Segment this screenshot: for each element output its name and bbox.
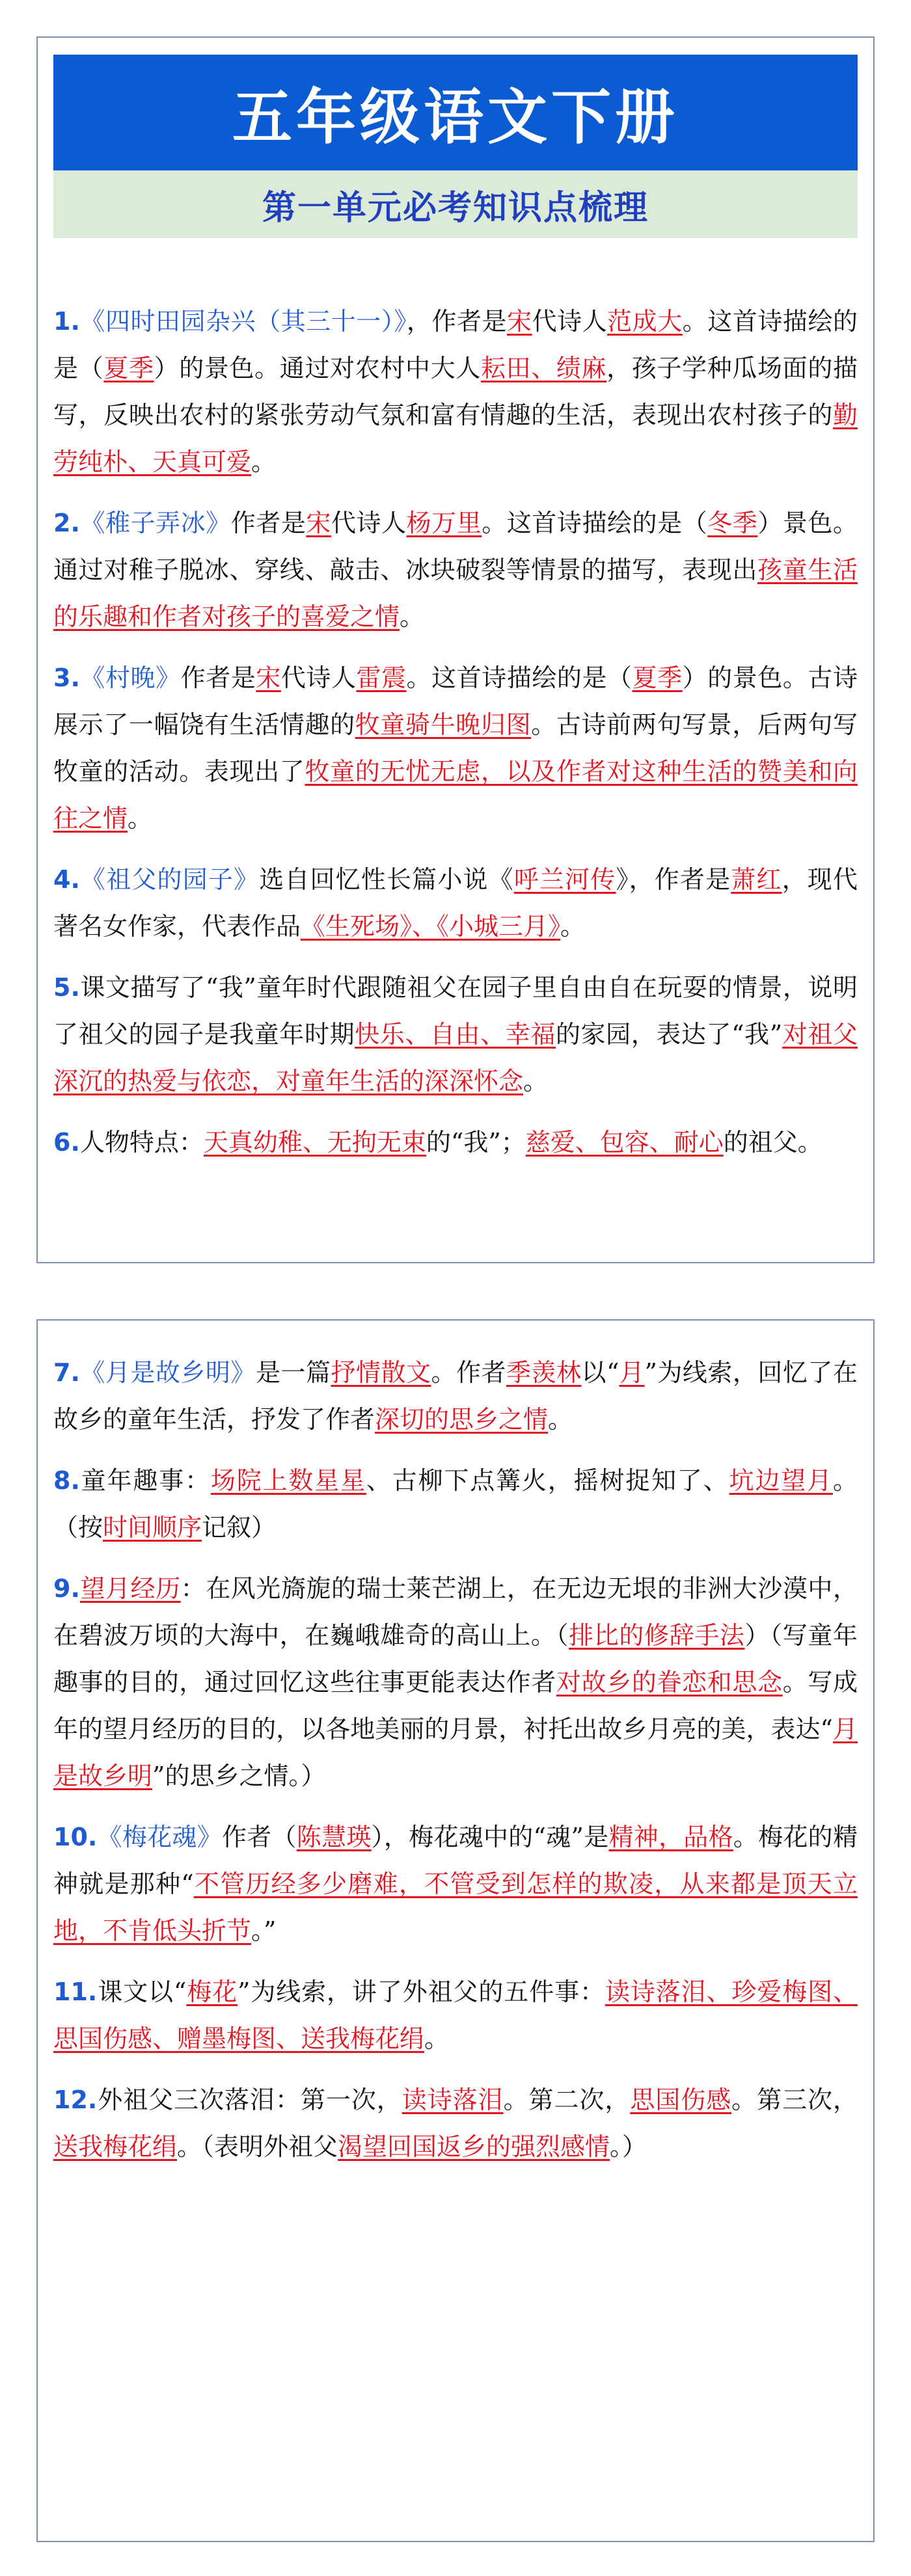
item-text: 代诗人	[331, 509, 407, 537]
item-text: ，孩子学种瓜场面的描写，反映出农村的紧张劳动气氛和富有情趣的生活，表现出农村孩子的	[53, 354, 858, 429]
key-point: 梅花	[186, 1978, 238, 2006]
key-point: 对故乡的眷恋和思念	[556, 1668, 783, 1697]
key-point: 不管历经多少磨难，不管受到怎样的欺凌，从来都是顶天立地，不肯低头折节	[53, 1870, 858, 1945]
knowledge-list-two	[38, 1349, 873, 2170]
item-text: ”为线索，讲了外祖父的五件事：	[238, 1978, 605, 2006]
item-number: 3.	[53, 664, 80, 692]
item-text: 代诗人	[280, 664, 357, 692]
item-text: ），梅花魂中的“魂”是	[371, 1823, 609, 1851]
key-point: 宋	[507, 307, 532, 336]
page-subtitle: 第一单元必考知识点梳理	[262, 187, 649, 228]
item-text: 。	[251, 448, 277, 476]
item-text: ）的景色。古诗展示了一幅饶有生活情趣的	[53, 664, 858, 739]
item-text: 。这首诗描绘的是（	[482, 509, 708, 537]
key-point: 望月经历	[79, 1574, 181, 1603]
knowledge-item	[53, 654, 858, 842]
item-number: 4.	[53, 865, 80, 894]
knowledge-item	[53, 1968, 858, 2062]
key-point: 《生死场》、《小城三月》	[301, 912, 561, 941]
item-text: 。作者	[431, 1358, 506, 1387]
key-point: 夏季	[632, 664, 683, 692]
key-point: 宋	[256, 664, 281, 692]
key-point: 读诗落泪	[401, 2086, 504, 2114]
item-text: 童年趣事：	[79, 1466, 211, 1495]
item-text: 代诗人	[532, 307, 608, 336]
key-point: 陈慧瑛	[296, 1823, 372, 1851]
item-text: ，现代著名女作家，代表作品	[53, 865, 858, 941]
knowledge-item	[53, 1349, 858, 1443]
item-text: 。	[560, 912, 586, 941]
knowledge-item	[53, 856, 858, 950]
knowledge-item	[53, 1565, 858, 1799]
card-two	[36, 1319, 875, 2542]
item-text: 》，作者是	[616, 865, 731, 894]
book-title: 《月是故乡明》	[79, 1358, 256, 1387]
key-point: 呼兰河传	[513, 865, 616, 894]
item-text: 。第二次，	[503, 2086, 631, 2114]
item-number: 2.	[53, 509, 80, 537]
item-text: 。	[523, 1067, 549, 1095]
item-text: 作者（	[221, 1823, 297, 1851]
item-text: 、古柳下点篝火，摇树捉知了、	[366, 1466, 729, 1495]
key-point: 天真幼稚、无拘无束	[203, 1128, 426, 1157]
key-point: 杨万里	[406, 509, 482, 537]
item-text: 是一篇	[255, 1358, 331, 1387]
item-text: ）的景色。通过对农村中大人	[154, 354, 481, 382]
item-number: 11.	[53, 1978, 98, 2006]
key-point: 雷震	[356, 664, 407, 692]
key-point: 牧童骑牛晚归图	[355, 710, 532, 739]
item-number: 10.	[53, 1823, 98, 1851]
item-text: ）（写童年趣事的目的，通过回忆这些往事更能表达作者	[53, 1621, 858, 1697]
key-point: 精神，品格	[608, 1823, 733, 1851]
knowledge-item	[53, 1457, 858, 1551]
key-point: 月	[619, 1358, 645, 1387]
item-number: 9.	[53, 1574, 80, 1603]
key-point: 宋	[306, 509, 331, 537]
book-title: 《稚子弄冰》	[79, 509, 231, 537]
knowledge-item	[53, 2076, 858, 2170]
key-point: 勤劳纯朴、天真可爱	[53, 401, 858, 476]
item-text: 。	[548, 1405, 573, 1434]
key-point: 快乐、自由、幸福	[355, 1020, 556, 1049]
item-text: 选自回忆性长篇小说《	[259, 865, 514, 894]
key-point: 冬季	[707, 509, 758, 537]
key-point: 萧红	[731, 865, 782, 894]
item-text: ）景色。通过对稚子脱冰、穿线、敲击、冰块破裂等情景的描写，表现出	[53, 509, 858, 584]
item-text: 。写成年的望月经历的目的，以各地美丽的月景，衬托出故乡月亮的美，表达“	[53, 1668, 858, 1743]
item-text: 课文以“	[97, 1978, 187, 2006]
item-text: 以“	[581, 1358, 619, 1387]
item-text: 。（表明外祖父	[177, 2132, 338, 2161]
item-text: 作者是	[180, 664, 256, 692]
key-point: 场院上数星星	[210, 1466, 366, 1495]
key-point: 夏季	[103, 354, 154, 382]
item-text: 作者是	[230, 509, 306, 537]
item-text: 记叙）	[202, 1513, 277, 1542]
item-text: ，作者是	[406, 307, 508, 336]
key-point: 季羡林	[506, 1358, 582, 1387]
item-text: 。这首诗描绘的是（	[53, 307, 858, 382]
card-one	[36, 36, 875, 1263]
item-text: 。	[424, 2024, 450, 2053]
item-text: 。	[400, 602, 425, 631]
item-number: 6.	[53, 1128, 80, 1157]
knowledge-item	[53, 298, 858, 485]
item-text: 课文描写了“我”童年时代跟随祖父在园子里自由自在玩耍的情景，说明了祖父的园子是我童年时期	[53, 973, 858, 1049]
item-text: 。这首诗描绘的是（	[406, 664, 632, 692]
item-text: 的家园，表达了“我”	[555, 1020, 783, 1049]
item-number: 12.	[53, 2086, 98, 2114]
item-text: ：在风光旖旎的瑞士莱芒湖上，在无边无垠的非洲大沙漠中，在碧波万顷的大海中，在巍峨雄奇的高山上。（	[53, 1574, 858, 1650]
item-number: 8.	[53, 1466, 80, 1495]
book-title: 《村晚》	[79, 664, 181, 692]
page-title: 五年级语文下册	[232, 83, 679, 152]
item-text: 。梅花的精神就是那种“	[53, 1823, 858, 1898]
key-point: 送我梅花绢	[53, 2132, 178, 2161]
key-point: 抒情散文	[331, 1358, 431, 1387]
book-title: 《祖父的园子》	[79, 865, 260, 894]
item-text: 的祖父。	[723, 1128, 823, 1157]
key-point: 时间顺序	[103, 1513, 202, 1542]
key-point: 深切的思乡之情	[375, 1405, 549, 1434]
knowledge-item	[53, 964, 858, 1105]
item-text: 人物特点：	[79, 1128, 204, 1157]
knowledge-list-one	[38, 298, 873, 1166]
key-point: 渴望回国返乡的强烈感情	[338, 2132, 610, 2161]
item-text: ”为线索，回忆了在故乡的童年生活，抒发了作者	[53, 1358, 858, 1434]
item-text: 的“我”；	[426, 1128, 526, 1157]
key-point: 月是故乡明	[53, 1715, 858, 1790]
subtitle-banner	[53, 170, 858, 238]
key-point: 牧童的无忧无虑，以及作者对这种生活的赞美和向往之情	[53, 757, 858, 833]
key-point: 坑边望月	[729, 1466, 833, 1495]
key-point: 读诗落泪、珍爱梅图、思国伤感、赠墨梅图、送我梅花绢	[53, 1978, 858, 2053]
item-text: 。）	[610, 2132, 647, 2161]
item-text: ”的思乡之情。）	[152, 1762, 326, 1790]
knowledge-item	[53, 500, 858, 640]
knowledge-item	[53, 1119, 858, 1166]
item-text: 。第三次，	[731, 2086, 858, 2114]
item-number: 7.	[53, 1358, 80, 1387]
item-number: 5.	[53, 973, 80, 1002]
item-text: 。（按	[53, 1466, 858, 1542]
title-banner	[53, 55, 858, 170]
item-text: 。古诗前两句写景，后两句写牧童的活动。表现出了	[53, 710, 858, 786]
item-number: 1.	[53, 307, 80, 336]
knowledge-item	[53, 1814, 858, 1954]
item-text: 外祖父三次落泪：第一次，	[97, 2086, 402, 2114]
key-point: 范成大	[607, 307, 683, 336]
book-title: 《梅花魂》	[97, 1823, 222, 1851]
key-point: 慈爱、包容、耐心	[525, 1128, 724, 1157]
item-text: 。	[128, 804, 153, 833]
key-point: 对祖父深沉的热爱与依恋，对童年生活的深深怀念	[53, 1020, 858, 1095]
item-text: 。”	[251, 1916, 277, 1945]
key-point: 思国伤感	[630, 2086, 732, 2114]
key-point: 耘田、绩麻	[480, 354, 607, 382]
key-point: 孩童生活的乐趣和作者对孩子的喜爱之情	[53, 556, 858, 631]
book-title: 《四时田园杂兴（其三十一）》	[79, 307, 407, 336]
key-point: 排比的修辞手法	[569, 1621, 745, 1650]
